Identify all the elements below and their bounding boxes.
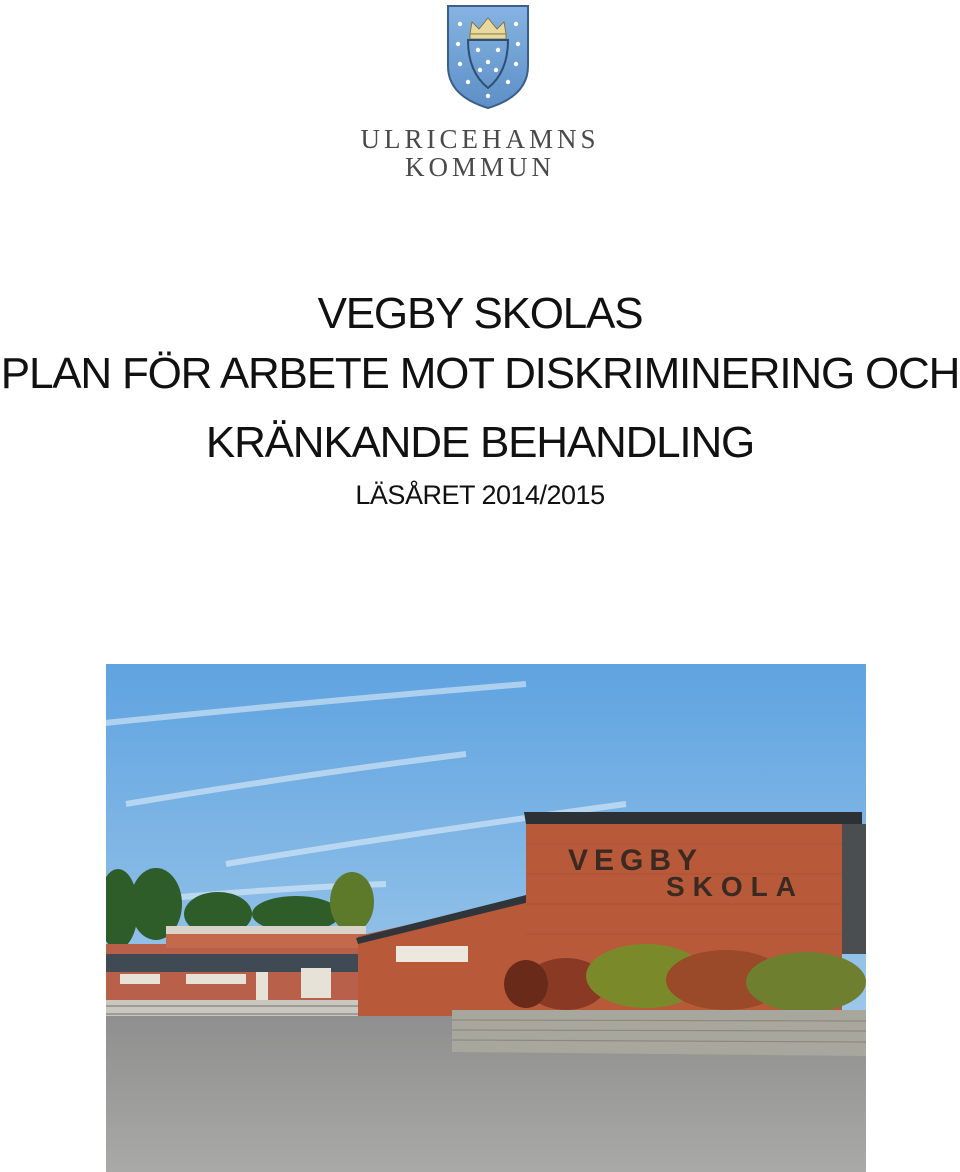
municipality-name-line2: KOMMUN xyxy=(404,152,555,182)
building-sign-skola: SKOLA xyxy=(666,871,804,902)
document-title-line2: PLAN FÖR ARBETE MOT DISKRIMINERING OCH xyxy=(0,349,960,398)
school-year: LÄSÅRET 2014/2015 xyxy=(355,480,605,510)
building-sign-vegby: VEGBY xyxy=(568,844,704,877)
school-building-photo xyxy=(106,664,866,1172)
document-title-line1: VEGBY SKOLAS xyxy=(317,289,643,338)
municipality-name-line1: ULRICEHAMNS xyxy=(360,124,600,154)
document-title-line3: KRÄNKANDE BEHANDLING xyxy=(205,418,755,467)
coat-of-arms-icon xyxy=(446,4,530,110)
